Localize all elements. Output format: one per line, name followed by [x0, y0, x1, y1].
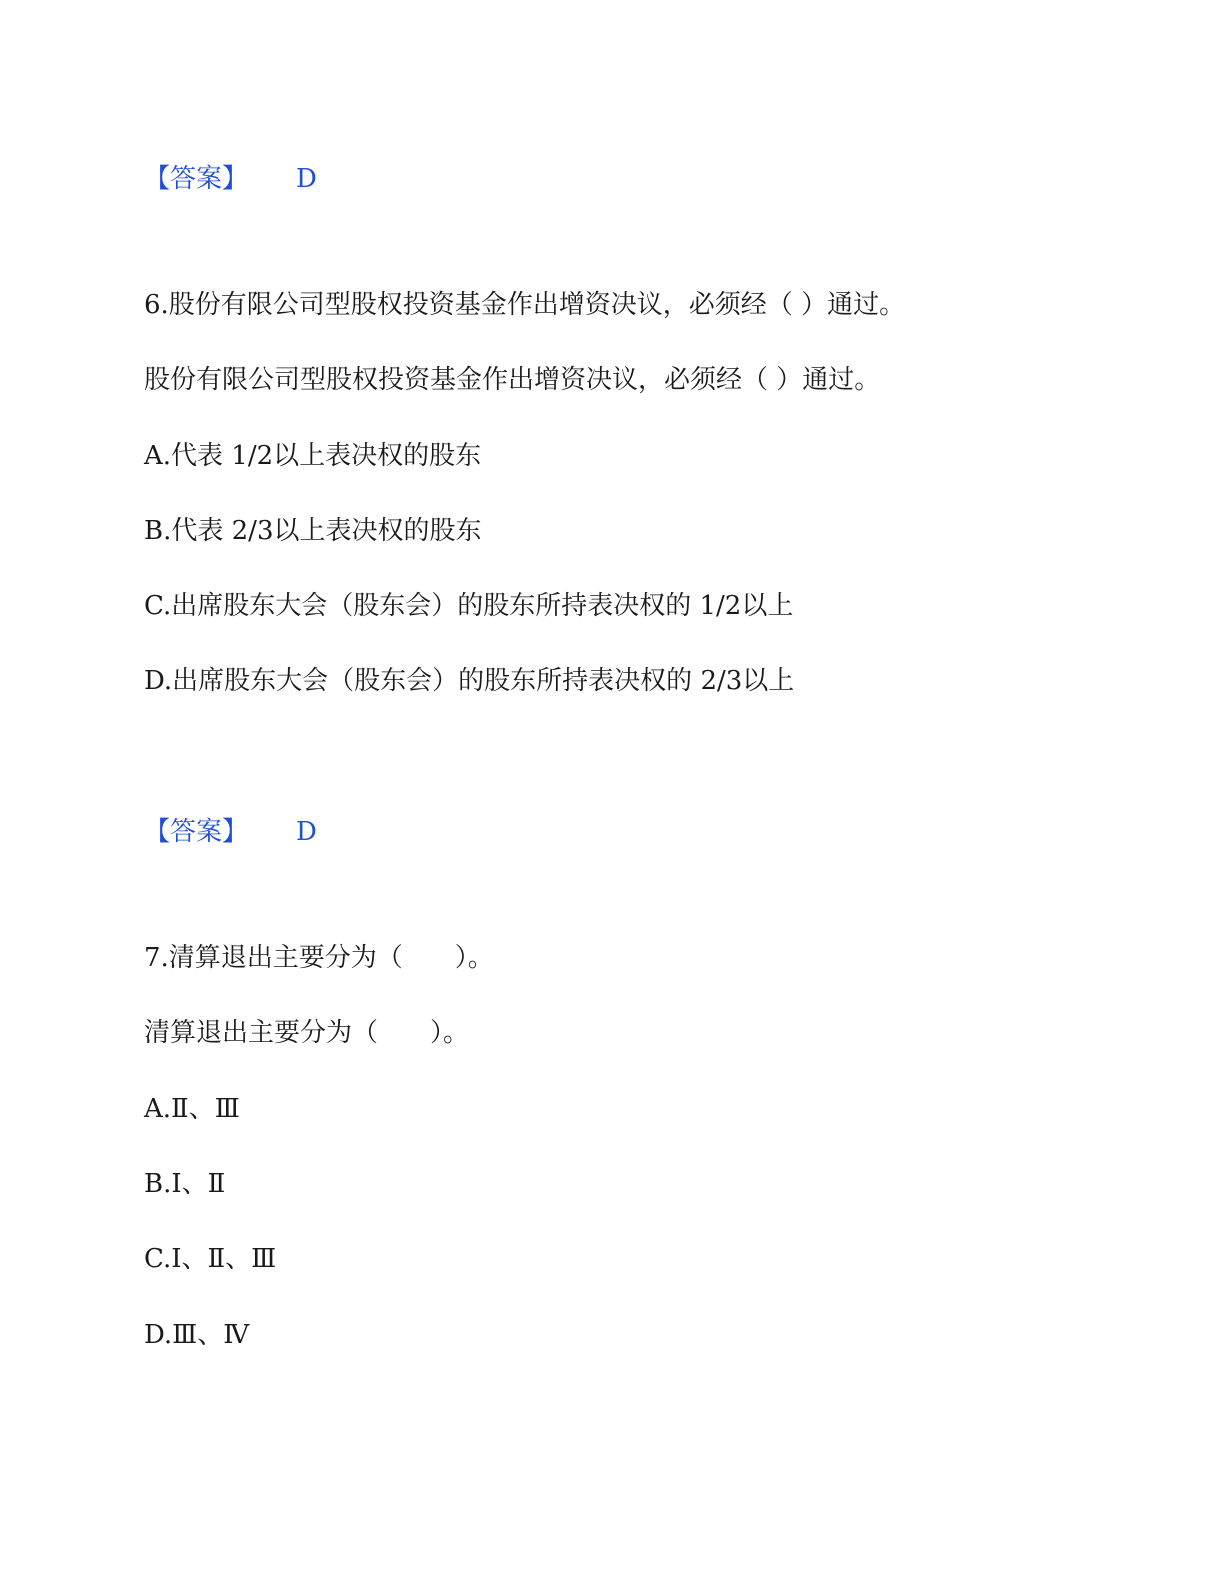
option-d: D.出席股东大会（股东会）的股东所持表决权的 2/3以上	[144, 666, 795, 696]
answer-value: D	[296, 164, 317, 194]
option-b: B.Ⅰ、Ⅱ	[144, 1169, 226, 1199]
question-title: 7.清算退出主要分为（ ）。	[144, 943, 494, 973]
option-a: A.代表 1/2以上表决权的股东	[144, 441, 482, 471]
answer-label: 【答案】	[144, 164, 249, 194]
option-c: C.出席股东大会（股东会）的股东所持表决权的 1/2以上	[144, 591, 794, 621]
option-c: C.Ⅰ、Ⅱ、Ⅲ	[144, 1244, 277, 1274]
option-d: D.Ⅲ、Ⅳ	[144, 1320, 250, 1350]
answer-value: D	[296, 817, 317, 847]
answer-row	[144, 163, 544, 195]
option-a: A.Ⅱ、Ⅲ	[144, 1094, 240, 1124]
option-b: B.代表 2/3以上表决权的股东	[144, 516, 482, 546]
answer-label: 【答案】	[144, 817, 249, 847]
question-stem: 股份有限公司型股权投资基金作出增资决议，必须经（ ）通过。	[144, 365, 881, 395]
question-title: 6.股份有限公司型股权投资基金作出增资决议，必须经（ ）通过。	[144, 290, 906, 320]
answer-row	[144, 816, 544, 848]
question-stem: 清算退出主要分为（ ）。	[144, 1018, 470, 1048]
